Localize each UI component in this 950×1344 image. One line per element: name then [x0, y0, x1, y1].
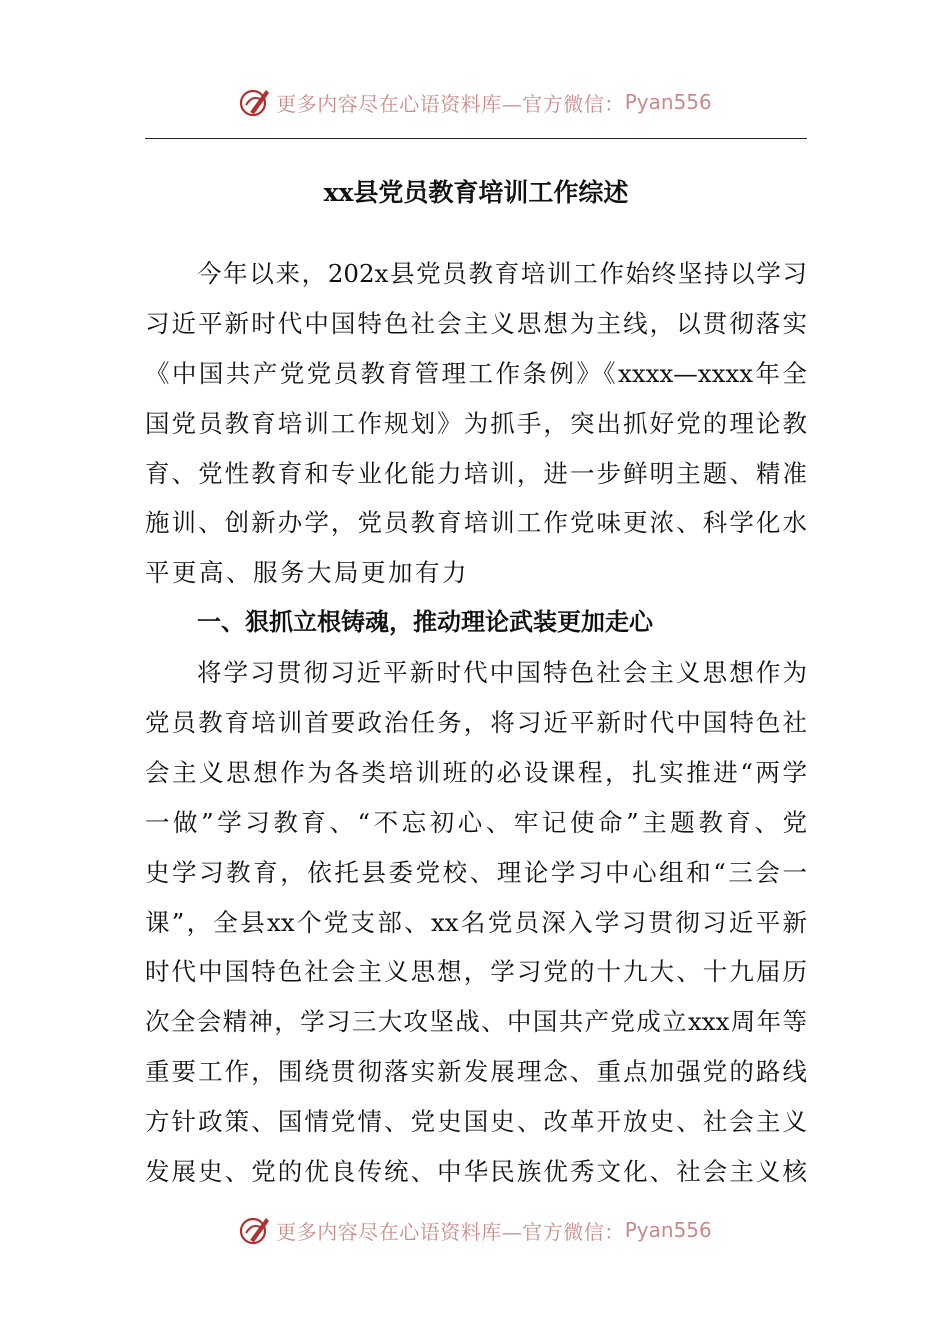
pen-logo-icon	[238, 85, 272, 119]
text-line: 会主义思想作为各类培训班的必设课程，扎实推进“两学	[145, 757, 807, 787]
watermark-banner-bottom	[0, 1210, 950, 1250]
header-rule	[145, 138, 807, 139]
text-line: 重要工作，围绕贯彻落实新发展理念、重点加强党的路线	[145, 1057, 807, 1087]
text-line: 一做”学习教育、“不忘初心、牢记使命”主题教育、党	[145, 807, 807, 837]
text-line: 方针政策、国情党情、党史国史、改革开放史、社会主义	[145, 1107, 807, 1137]
watermark-banner-top	[0, 82, 950, 122]
text-line: 育、党性教育和专业化能力培训，进一步鲜明主题、精准	[145, 458, 807, 488]
text-line: 国党员教育培训工作规划》为抓手，突出抓好党的理论教	[145, 408, 807, 438]
text-line: 将学习贯彻习近平新时代中国特色社会主义思想作为	[197, 658, 807, 688]
text-line: 习近平新时代中国特色社会主义思想为主线，以贯彻落实	[145, 308, 807, 338]
watermark-handle: Pyan556	[624, 90, 712, 114]
text-line: 《中国共产党党员教育管理工作条例》《xxxx—xxxx年全	[145, 358, 807, 388]
watermark-text: 更多内容尽在心语资料库—官方微信：	[276, 91, 625, 116]
watermark-handle: Pyan556	[624, 1218, 712, 1242]
text-line: 党员教育培训首要政治任务，将习近平新时代中国特色社	[145, 708, 807, 738]
text-line: 史学习教育，依托县委党校、理论学习中心组和“三会一	[145, 857, 807, 887]
document-title: xx县党员教育培训工作综述	[323, 178, 629, 207]
document-body	[145, 249, 807, 1197]
pen-logo-icon	[238, 1213, 272, 1247]
watermark-text: 更多内容尽在心语资料库—官方微信：	[276, 1219, 625, 1244]
text-line: 施训、创新办学，党员教育培训工作党味更浓、科学化水	[145, 508, 807, 538]
text-line: 课”，全县xx个党支部、xx名党员深入学习贯彻习近平新	[145, 907, 807, 937]
text-line: 平更高、服务大局更加有力	[145, 558, 469, 588]
text-line: 时代中国特色社会主义思想，学习党的十九大、十九届历	[145, 957, 807, 987]
text-line: 今年以来，202x县党员教育培训工作始终坚持以学习	[197, 259, 807, 288]
text-line: 次全会精神，学习三大攻坚战、中国共产党成立xxx周年等	[145, 1007, 807, 1037]
text-line: 发展史、党的优良传统、中华民族优秀文化、社会主义核	[145, 1157, 807, 1187]
section-heading: 一、狠抓立根铸魂，推动理论武装更加走心	[197, 608, 653, 637]
